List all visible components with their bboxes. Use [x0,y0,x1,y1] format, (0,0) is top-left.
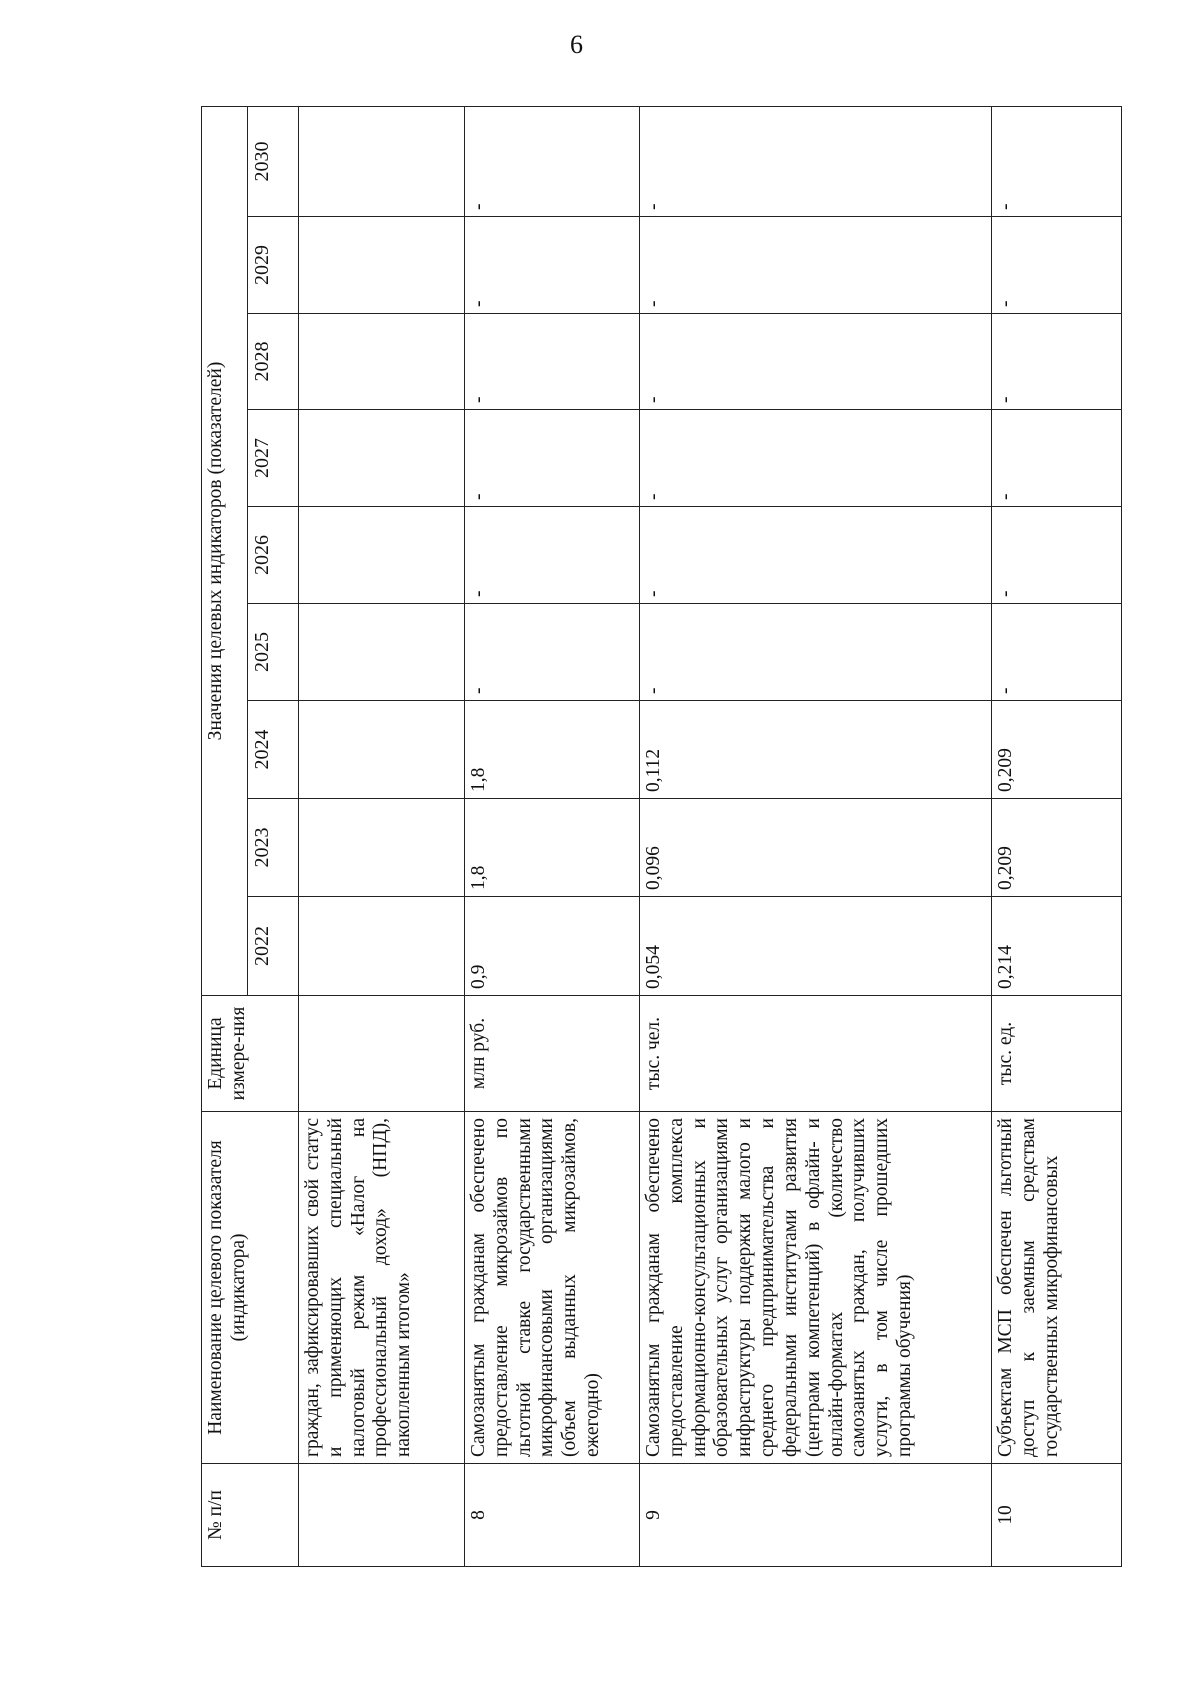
row-name: Самозанятым гражданам обеспечено предоставление комплекса информационно-консультационных и образовательных услуг организациями инфраструктуры поддержки малого и среднего предпринимательства и федеральными институтами развития (центрами компетенций) в офлайн- и онлайн-форматах (количество самозанятых граждан, получивших услуги, в том числе прошедших программы обучения) [640,1112,992,1464]
header-year: 2023 [248,799,299,897]
header-year: 2030 [248,106,299,216]
header-year: 2026 [248,507,299,604]
row-value: - [465,604,640,701]
header-year: 2027 [248,410,299,507]
table-row [299,106,465,1566]
row-value: - [640,217,992,314]
header-year: 2029 [248,217,299,314]
row-name: Самозанятым гражданам обеспечено предоставление микрозаймов по льготной ставке государственными микрофинансовыми организациями (объем выданных микрозаймов, ежегодно) [465,1112,640,1464]
header-year: 2024 [248,701,299,799]
row-number: 10 [992,1464,1122,1567]
row-value: 0,9 [465,897,640,996]
row-unit: тыс. ед. [992,996,1122,1112]
row-number: 9 [640,1464,992,1567]
header-row-top [202,106,248,1566]
row-number: 8 [465,1464,640,1567]
row-value [299,507,465,604]
row-unit: млн руб. [465,996,640,1112]
row-value: - [465,507,640,604]
row-value: 0,054 [640,897,992,996]
row-value: - [640,314,992,410]
row-value: 0,096 [640,799,992,897]
row-value: 0,209 [992,799,1122,897]
row-value: - [992,507,1122,604]
row-unit [299,996,465,1112]
header-year: 2022 [248,897,299,996]
rotated-table-container [201,107,1121,1567]
row-value: - [640,106,992,216]
row-value [299,410,465,507]
header-year: 2025 [248,604,299,701]
row-value [299,217,465,314]
row-value: - [992,217,1122,314]
row-value: - [640,604,992,701]
header-unit: Единица измере-ния [202,996,299,1112]
row-value: - [640,507,992,604]
row-number [299,1464,465,1567]
row-value: 0,112 [640,701,992,799]
row-value [299,604,465,701]
table-row [992,106,1122,1566]
row-value [299,314,465,410]
row-value [299,106,465,216]
row-value: - [465,217,640,314]
row-value [299,897,465,996]
row-value: - [465,410,640,507]
row-value: 0,214 [992,897,1122,996]
row-value: - [640,410,992,507]
header-name: Наименование целевого показателя (индикатора) [202,1112,299,1464]
row-name: граждан, зафиксировавших свой статус и применяющих специальный налоговый режим «Налог на профессиональный доход» (НПД), накопленным итогом» [299,1112,465,1464]
header-year: 2028 [248,314,299,410]
table-row [465,106,640,1566]
row-value: - [992,106,1122,216]
row-value: - [992,410,1122,507]
row-value [299,799,465,897]
row-value: - [465,314,640,410]
indicators-table [201,106,1122,1567]
row-value: - [992,604,1122,701]
header-values: Значения целевых индикаторов (показателей) [202,106,248,995]
row-value [299,701,465,799]
row-value: 1,8 [465,799,640,897]
row-unit: тыс. чел. [640,996,992,1112]
row-value: 1,8 [465,701,640,799]
row-value: - [992,314,1122,410]
row-value: 0,209 [992,701,1122,799]
row-value: - [465,106,640,216]
header-number: № п/п [202,1464,299,1567]
table-row [640,106,992,1566]
page-number: 6 [570,30,583,59]
row-name: Субъектам МСП обеспечен льготный доступ к заемным средствам государственных микрофинансовых [992,1112,1122,1464]
